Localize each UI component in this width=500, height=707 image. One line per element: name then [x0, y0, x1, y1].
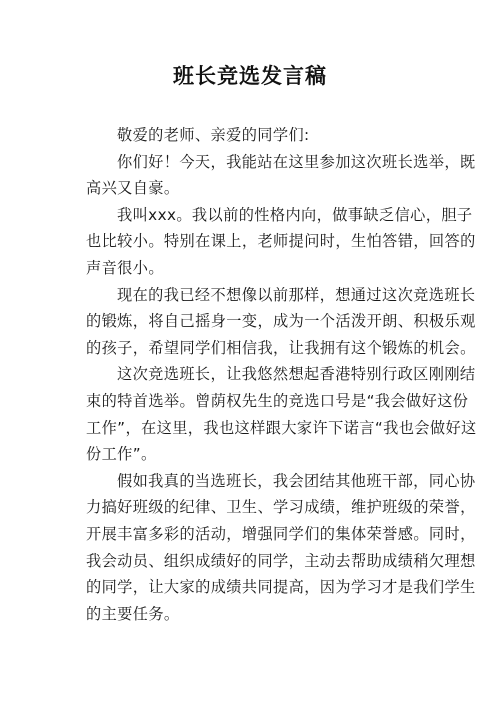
document-title: 班长竞选发言稿: [173, 64, 327, 88]
document-body: [86, 122, 478, 627]
paragraph-promise: 假如我真的当选班长，我会团结其他班干部，同心协力搞好班级的纪律、卫生、学习成绩，维护班级的荣誉，开展丰富多彩的活动，增强同学们的集体荣誉感。同时，我会动员、组织成绩好的同学，主动去帮助成绩稍欠理想的同学，让大家的成绩共同提高，因为学习才是我们学生的主要任务。: [86, 471, 476, 623]
paragraph-goal: 现在的我已经不想像以前那样，想通过这次竞选班长的锻炼，将自己摇身一变，成为一个活泼开朗、积极乐观的孩子，希望同学们相信我，让我拥有这个锻炼的机会。: [86, 285, 476, 357]
paragraph-introduction: 我叫xxx。我以前的性格内向，做事缺乏信心，胆子也比较小。特别在课上，老师提问时，生怕答错，回答的声音很小。: [86, 205, 476, 277]
paragraph-hello: 你们好！今天，我能站在这里参加这次班长选举，既高兴又自豪。: [86, 152, 476, 198]
paragraph-election: 这次竞选班长，让我悠然想起香港特别行政区刚刚结束的特首选举。曾荫权先生的竞选口号是“我会做好这份工作”，在这里，我也这样跟大家许下诺言“我也会做好这份工作”。: [86, 365, 477, 464]
paragraph-greeting: 敬爱的老师、亲爱的同学们:: [117, 126, 310, 144]
